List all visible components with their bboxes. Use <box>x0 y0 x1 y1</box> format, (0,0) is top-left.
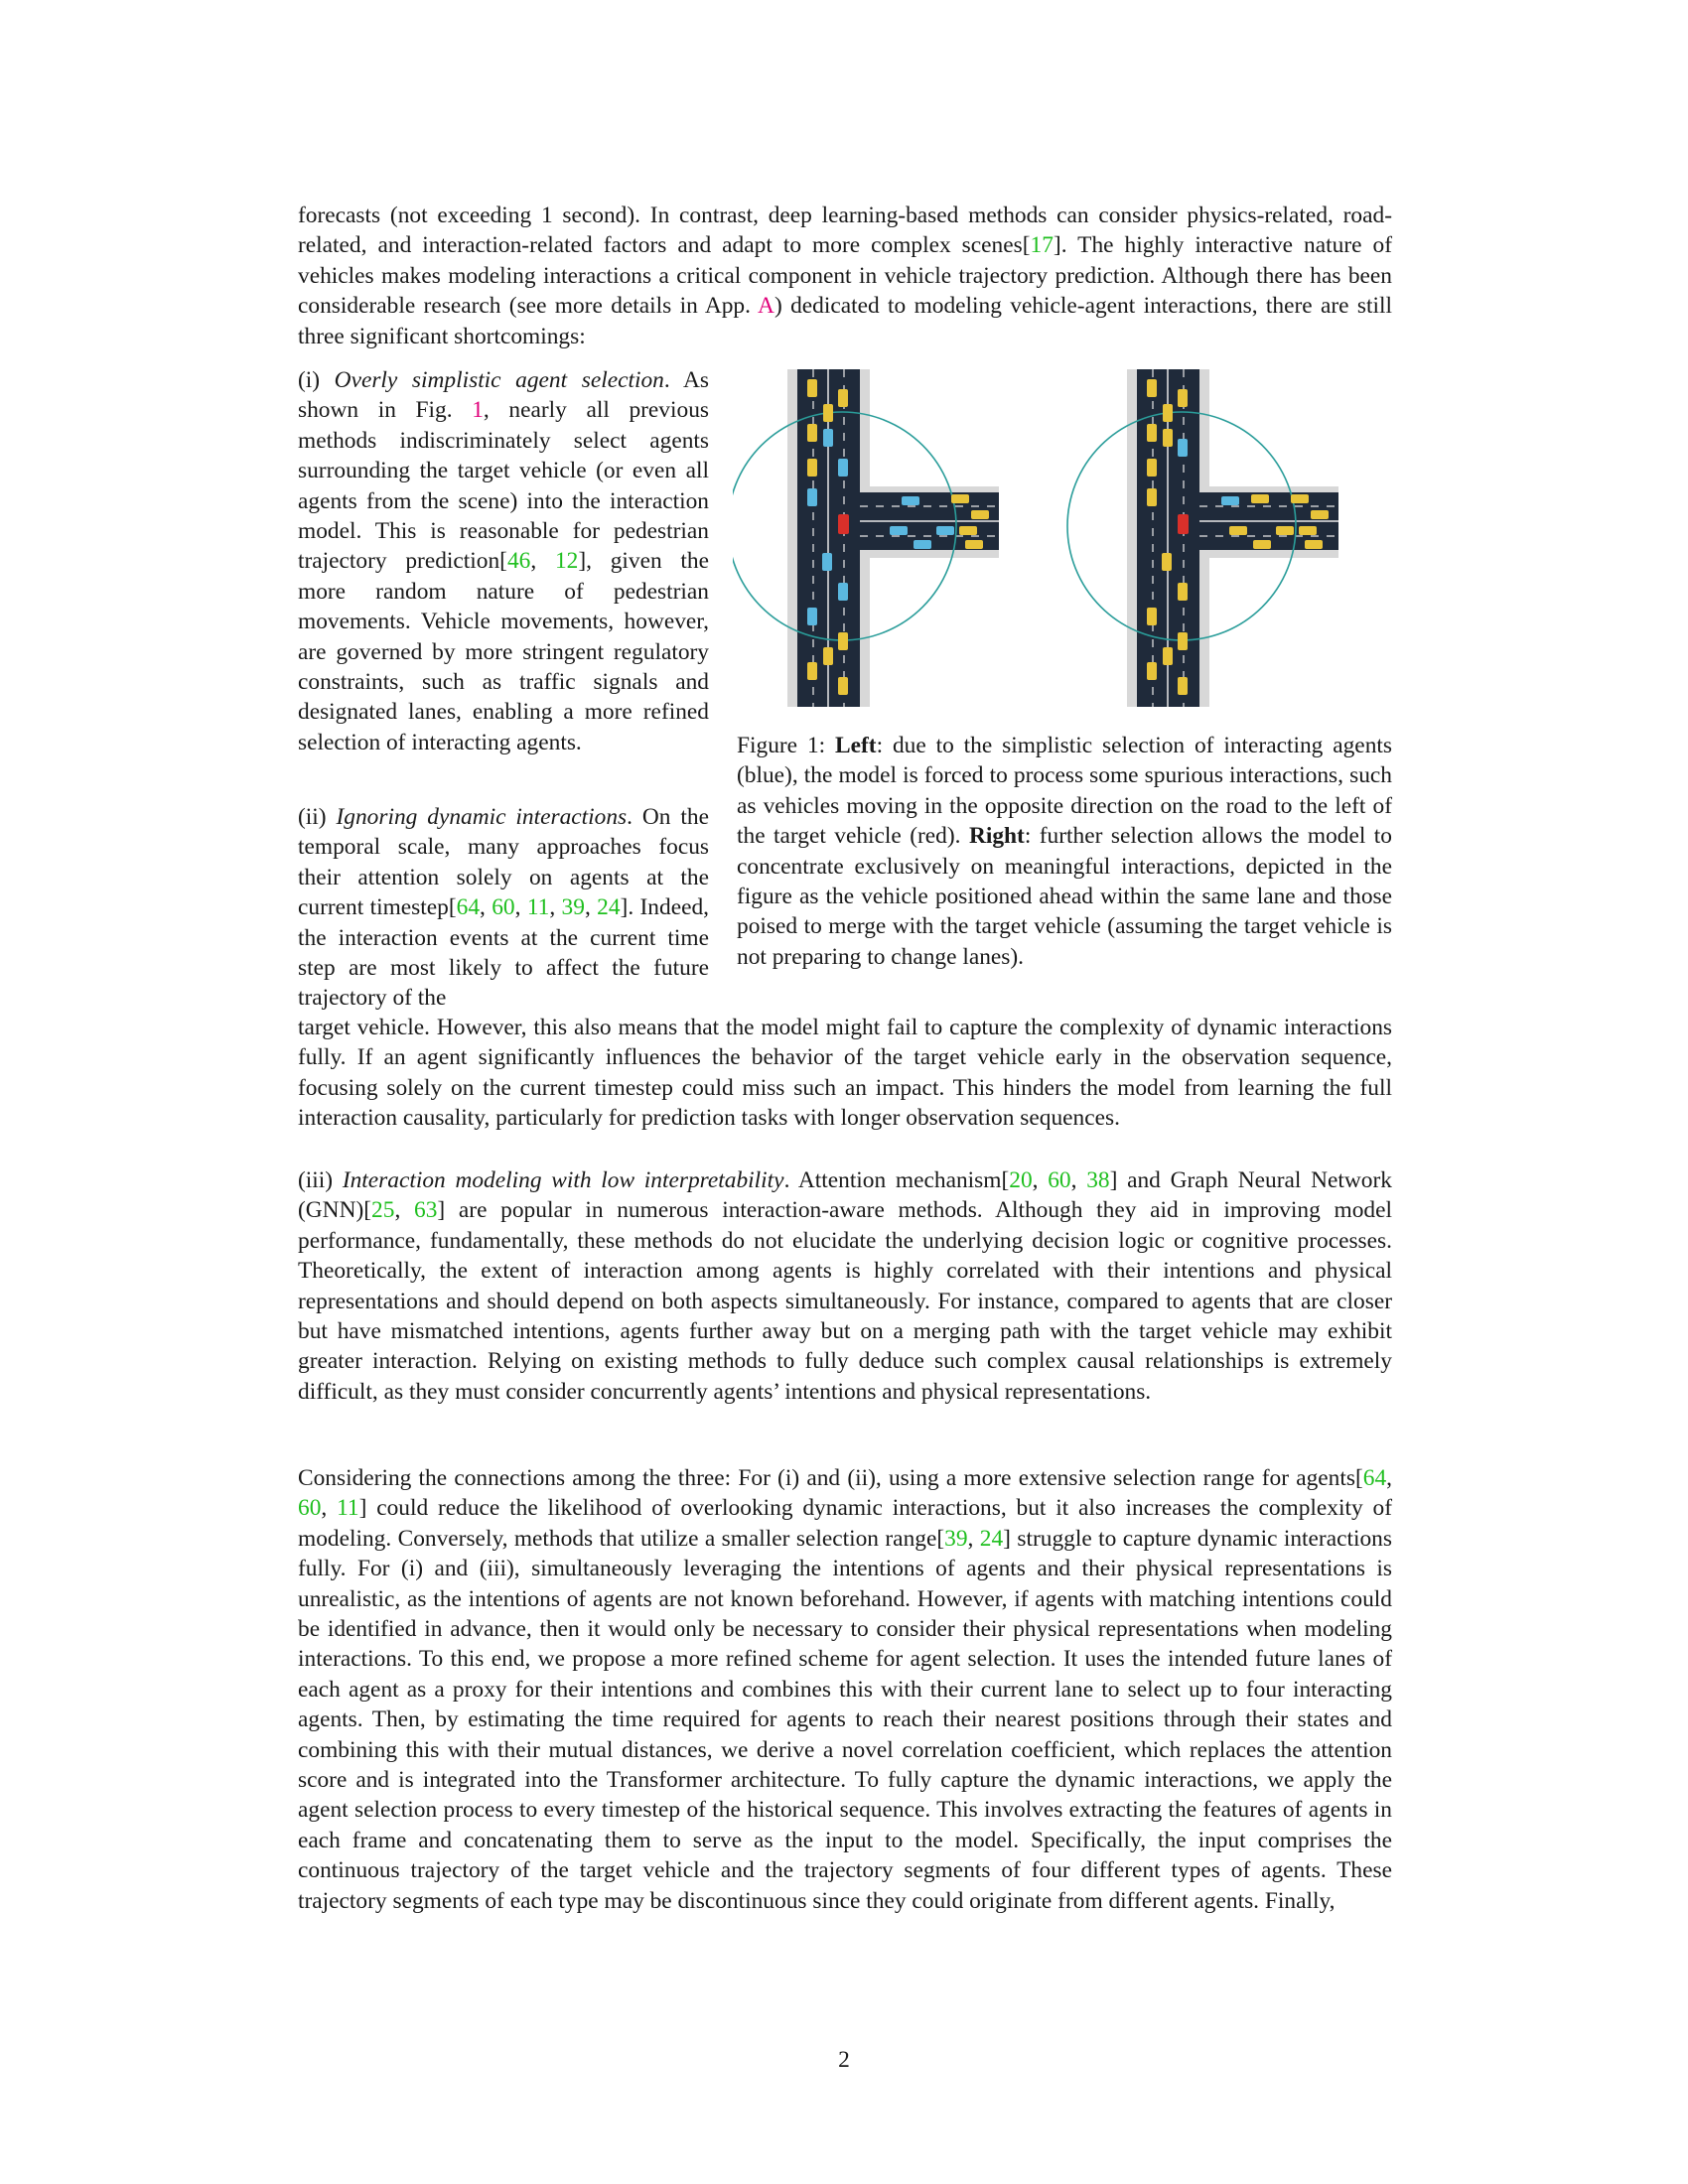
citation[interactable]: 46 <box>506 548 531 575</box>
shortcoming-i-paragraph: (i) Overly simplistic agent selection. As shown in Fig. 1, nearly all previous methods indiscriminately select agents surrounding the target vehicle (or even all agents from the scene) into the interaction model. This is reasonable for pedestrian trajectory prediction[46, 12], given the more random nature of pedestrian movements. Vehicle movements, however, are governed by more stringent regulatory constraints, such as traffic signals and designated lanes, enabling a more refined selection of interacting agents. <box>298 367 709 755</box>
considerations-paragraph: Considering the connections among the three: For (i) and (ii), using a more extensive selection range for agents[64, 60, 11] could reduce the likelihood of overlooking dynamic interactions, but it also increases the complexity of modeling. Conversely, methods that utilize a smaller selection range[39, 24] struggle to capture dynamic interactions fully. For (i) and (iii), simultaneously leveraging the intentions of agents and their physical representations is unrealistic, as the intentions of agents are not known beforehand. However, if agents with matching intentions could be identified in advance, then it would only be necessary to consider their physical representations when modeling interactions. To this end, we propose a more refined scheme for agent selection. It uses the intended future lanes of each agent as a proxy for their intentions and combines this with their current lane to select up to four interacting agents. Then, by estimating the time required for agents to reach their nearest positions through their states and combining this with their mutual distances, we derive a novel correlation coefficient, which replaces the attention score and is integrated into the Transformer architecture. To fully capture the dynamic interactions, we apply the agent selection process to every timestep of the historical sequence. This involves extracting the features of agents in each frame and concatenating them to serve as the input to the model. Specifically, the input comprises the continuous trajectory of the target vehicle and the trajectory segments of four different types of agents. These trajectory segments of each type may be discontinuous since they could originate from different agents. Finally, <box>298 1465 1392 1914</box>
citation[interactable]: 12 <box>554 548 579 575</box>
shortcoming-ii-paragraph: (ii) Ignoring dynamic interactions. On the temporal scale, many approaches focus their attention solely on agents at the current timestep[64, 60, 11, 39, 24]. Indeed, the interaction events at the current time step are most likely to affect the future trajectory of the <box>298 804 709 1012</box>
citation[interactable]: 24 <box>597 894 621 921</box>
citation[interactable]: 60 <box>1048 1167 1071 1193</box>
shortcoming-iii-paragraph: (iii) Interaction modeling with low interpretability. Attention mechanism[20, 60, 38] and Graph Neural Network (GNN)[25, 63] are popular in numerous interaction-aware methods. Although they aid in improving model performance, fundamentally, these methods do not elucidate the underlying decision logic or cognitive processes. Theoretically, the extent of interaction among agents is highly correlated with their intentions and physical representations and should depend on both aspects simultaneously. For instance, compared to agents that are closer but have mismatched intentions, agents further away but on a merging path with the target vehicle may exhibit greater interaction. Relying on existing methods to fully deduce such complex causal relationships is extremely difficult, as they must consider concurrently agents’ intentions and physical representations. <box>298 1167 1392 1405</box>
intro-paragraph: forecasts (not exceeding 1 second). In contrast, deep learning-based methods can consider physics-related, road-related, and interaction-related factors and adapt to more complex scenes[17]. The highly interactive nature of vehicles makes modeling interactions a critical component in vehicle trajectory prediction. Although there has been considerable research (see more details in App. A) dedicated to modeling vehicle-agent interactions, there are still three significant shortcomings: <box>298 203 1392 349</box>
citation[interactable]: 60 <box>298 1495 322 1522</box>
right-panel <box>1067 369 1338 707</box>
citation[interactable]: 25 <box>371 1197 395 1224</box>
page-number: 2 <box>838 2047 850 2073</box>
target-vehicle <box>838 514 849 534</box>
figure-link[interactable]: 1 <box>472 397 484 424</box>
shortcoming-ii-continuation: target vehicle. However, this also means that the model might fail to capture the complexity of dynamic interactions fully. If an agent significantly influences the behavior of the target vehicle early in the observation sequence, focusing solely on the current timestep could miss such an impact. This hinders the model from learning the full interaction causality, particularly for prediction tasks with longer observation sequences. <box>298 1015 1392 1132</box>
citation[interactable]: 63 <box>414 1197 438 1224</box>
figure-1-caption: Figure 1: Left: due to the simplistic selection of interacting agents (blue), the model is forced to process some spurious interactions, such as vehicles moving in the opposite direction on the road to the left of the target vehicle (red). Right: further selection allows the model to concentrate exclusively on meaningful interactions, depicted in the figure as the vehicle positioned ahead within the same lane and those poised to merge with the target vehicle (assuming the target vehicle is not preparing to change lanes). <box>737 733 1392 970</box>
appendix-link[interactable]: A <box>758 293 774 320</box>
citation[interactable]: 11 <box>526 894 550 921</box>
citation[interactable]: 64 <box>456 894 481 921</box>
citation[interactable]: 39 <box>561 894 585 921</box>
citation[interactable]: 64 <box>1362 1465 1387 1491</box>
citation[interactable]: 11 <box>337 1495 359 1522</box>
figure-1-intersection-diagram <box>733 369 1392 715</box>
citation[interactable]: 20 <box>1009 1167 1033 1193</box>
citation[interactable]: 39 <box>944 1525 968 1552</box>
citation[interactable]: 17 <box>1030 232 1054 259</box>
citation[interactable]: 60 <box>492 894 515 921</box>
citation[interactable]: 24 <box>979 1525 1004 1552</box>
citation[interactable]: 38 <box>1086 1167 1110 1193</box>
left-panel <box>733 369 999 707</box>
